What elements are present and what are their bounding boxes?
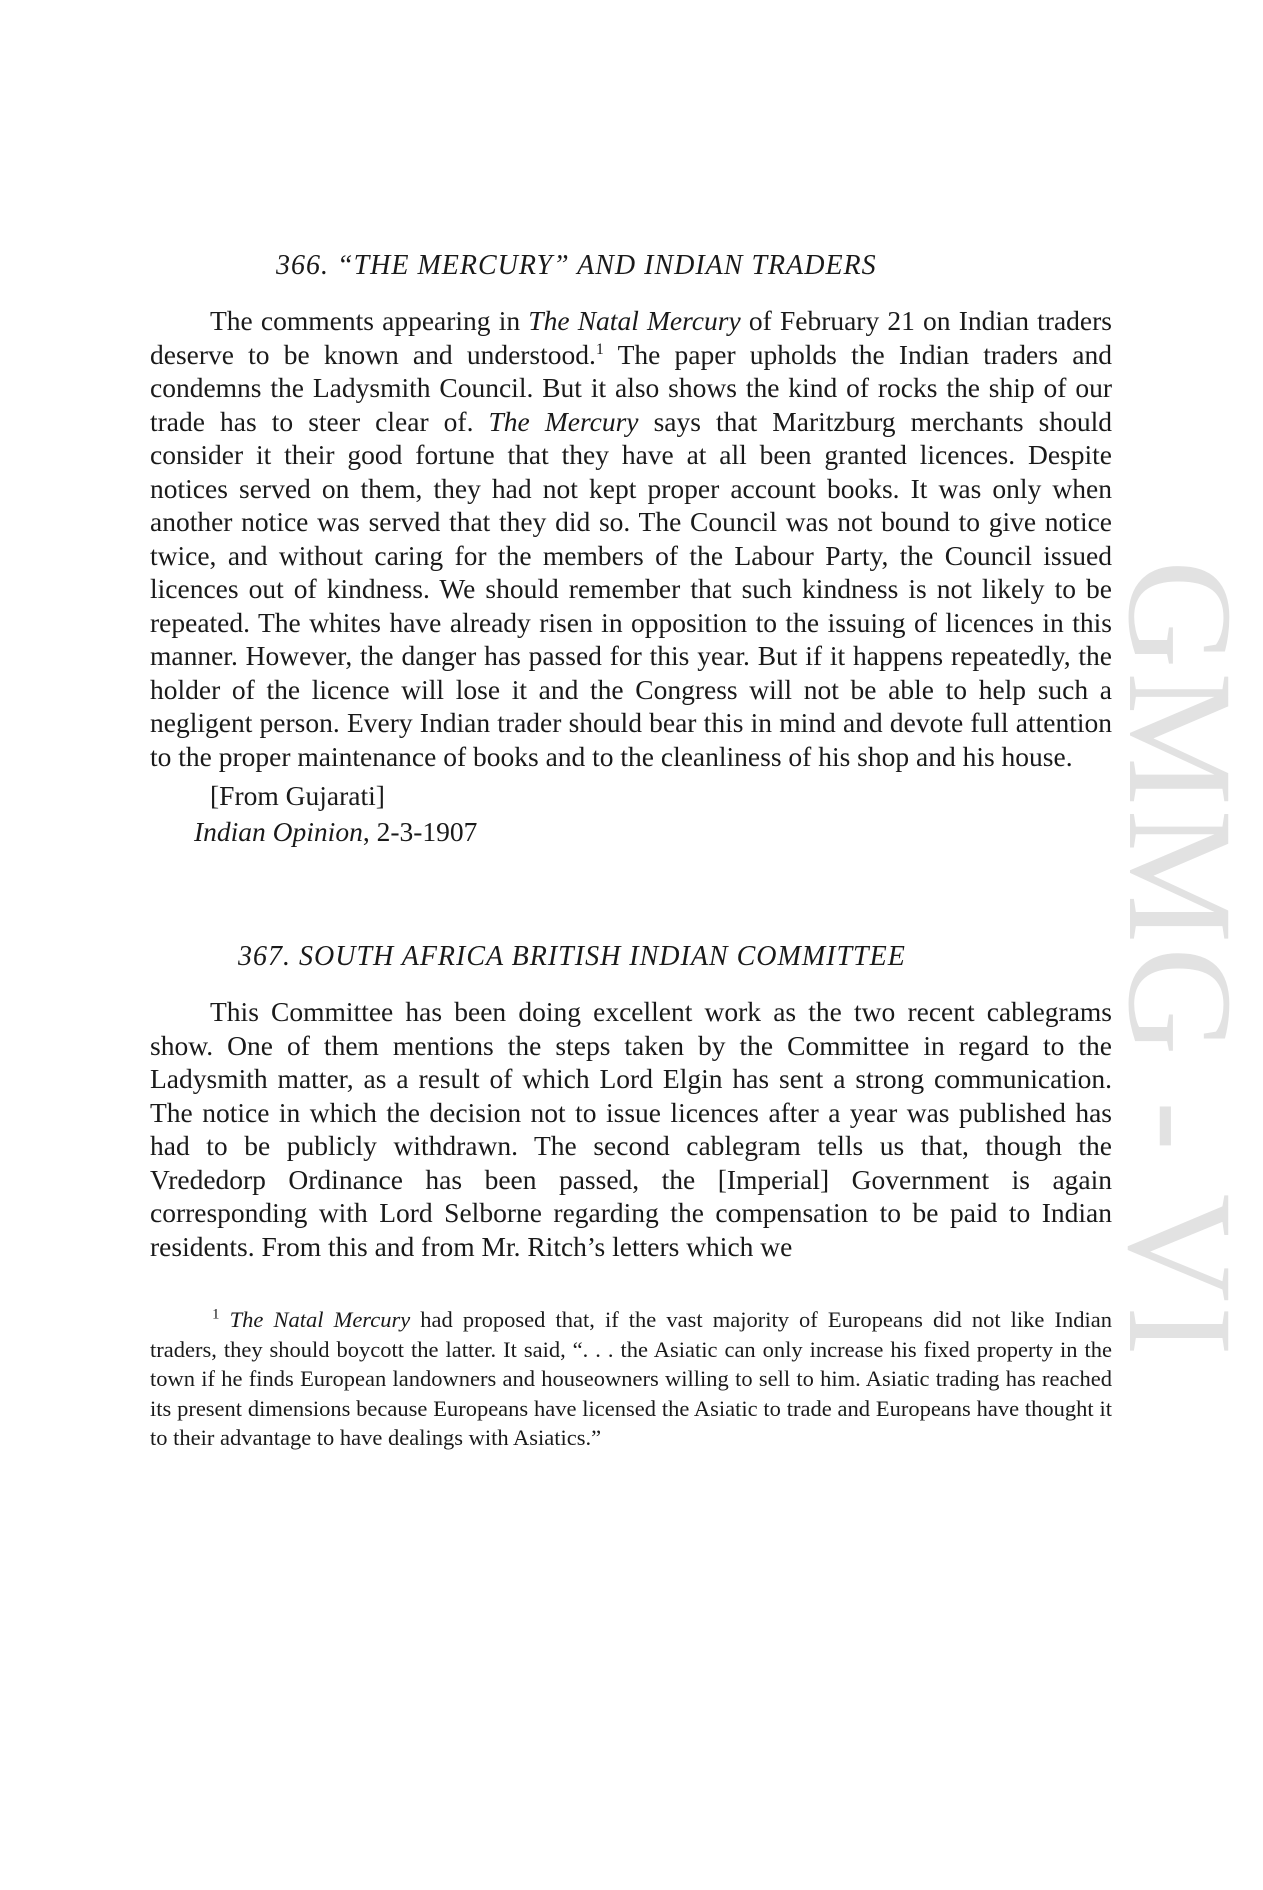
publication-title: The Mercury [488, 405, 639, 437]
article-paragraph: This Committee has been doing excellent work as the two recent cablegrams show. One of them mentions the steps taken by the Committee in regard to the Ladysmith matter, as a result of which Lord Elgin has sent a strong communication. The notice in which the decision not to issue licences after a year was published has had to be publicly withdrawn. The second cablegram tells us that, though the Vrededorp Ordinance has been passed, the [Imperial] Government is again corresponding with Lord Selborne regarding the compensation to be paid to Indian residents. From this and from Mr. Ritch’s letters which we [150, 996, 1112, 1262]
document-page [150, 250, 1112, 1453]
footnote-publication: The Natal Mercury [229, 1307, 411, 1332]
article-heading: 366. “THE MERCURY” AND INDIAN TRADERS [276, 250, 877, 281]
watermark: GMMG - VI [1097, 560, 1263, 1360]
source-note: [From Gujarati] [210, 780, 385, 811]
article-heading: 367. SOUTH AFRICA BRITISH INDIAN COMMITTEE [238, 941, 906, 972]
article-paragraph [150, 304, 1112, 773]
article-367 [150, 941, 1112, 1263]
footnote-text: had proposed that, if the vast majority of Europeans did not like Indian traders, they should boycott the latter. It said, “. . . the Asiatic can only increase his fixed property in the town if he finds European landowners and houseowners willing to sell to him. Asiatic trading has reached its present dimensions because Europeans have licensed the Asiatic to trade and Europeans have thought it to their advantage to have dealings with Asiatics.” [150, 1307, 1112, 1450]
citation-date: , 2-3-1907 [362, 816, 478, 847]
text-run: The paper upholds the Indian traders and condemns the Ladysmith Council. But it also shows the kind of rocks the ship of our trade has to steer clear of. [150, 338, 1112, 437]
footnote-reference[interactable]: 1 [595, 340, 604, 358]
publication-title: The Natal Mercury [528, 305, 741, 336]
text-run: says that Maritzburg merchants should consider it their good fortune that they have at all been granted licences. Despite notices served on them, they had not kept proper account books. It was only when another notice was served that they did so. The Council was not bound to give notice twice, and without caring for the members of the Labour Party, the Council issued licences out of kindness. We should remember that such kindness is not likely to be repeated. The whites have already risen in opposition to the issuing of licences in this manner. However, the danger has passed for this year. But if it happens repeatedly, the holder of the licence will lose it and the Congress will not be able to help such a negligent person. Every Indian trader should bear this in mind and devote full attention to the proper maintenance of books and to the cleanliness of his shop and his house. [150, 405, 1112, 772]
citation [194, 815, 1112, 849]
citation-publication: Indian Opinion [194, 816, 363, 847]
footnote-mark: 1 [212, 1306, 220, 1323]
footnote [150, 1305, 1112, 1453]
text-run: The comments appearing in [210, 305, 529, 336]
article-366 [150, 250, 1112, 849]
text-run: of February 21 on Indian traders deserve to be known and understood. [150, 305, 1112, 370]
